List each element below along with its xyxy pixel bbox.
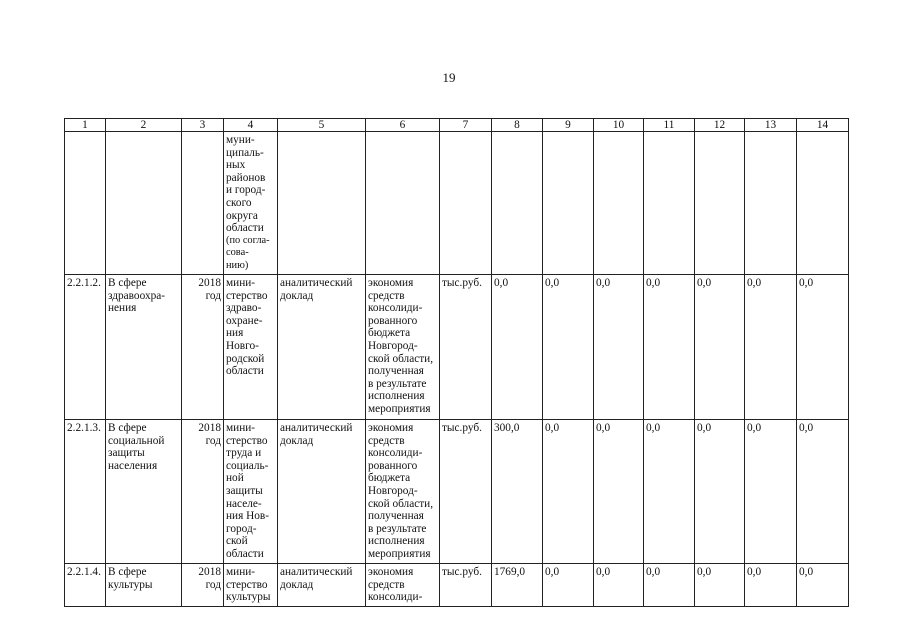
table-cell: 0,0 [797, 564, 849, 607]
column-number-cell: 11 [644, 119, 695, 132]
cell-line: здраво- [226, 302, 262, 315]
cell-line: аналитический [280, 566, 353, 578]
cell-line: доклад [280, 434, 314, 447]
table-cell: тыс.руб. [440, 275, 492, 420]
table-cell: 0,0 [492, 275, 543, 420]
column-number-cell: 14 [797, 119, 849, 132]
cell-line: В сфере [108, 422, 147, 434]
table-cell [224, 275, 278, 420]
table-cell [644, 132, 695, 275]
table-cell: 0,0 [797, 275, 849, 420]
table-cell: 0,0 [644, 564, 695, 607]
table-cell: 0,0 [644, 420, 695, 564]
table-cell: тыс.руб. [440, 420, 492, 564]
table-cell [745, 132, 797, 275]
column-number-cell: 6 [366, 119, 440, 132]
table-cell [106, 132, 182, 275]
table-cell [695, 132, 745, 275]
cell-line: и город- [226, 184, 266, 197]
cell-line: ния Нов- [226, 510, 270, 523]
table-cell [182, 132, 224, 275]
table-cell: 300,0 [492, 420, 543, 564]
table-cell [492, 132, 543, 275]
cell-line: консолиди- [368, 302, 423, 315]
table-cell [224, 420, 278, 564]
cell-line: средств [368, 289, 405, 302]
table-cell [182, 564, 224, 607]
cell-line: аналитический [280, 277, 353, 289]
cell-line: области [226, 365, 264, 378]
cell-line: год [205, 434, 221, 447]
table-row [65, 564, 849, 607]
table-cell [366, 132, 440, 275]
cell-line: населения [108, 459, 158, 472]
cell-line: ской области, [368, 352, 434, 365]
cell-line: стерство [226, 578, 268, 591]
cell-line: районов [226, 171, 266, 184]
cell-line: полученная [368, 510, 424, 523]
table-cell [366, 420, 440, 564]
cell-line: труда и [226, 447, 262, 460]
column-number-cell: 9 [543, 119, 594, 132]
table-cell [182, 275, 224, 420]
cell-line: стерство [226, 289, 268, 302]
column-number-cell: 4 [224, 119, 278, 132]
cell-line: доклад [280, 578, 314, 591]
table-cell [278, 132, 366, 275]
table-row [65, 420, 849, 564]
table-cell: 0,0 [745, 564, 797, 607]
cell-line: ского [226, 196, 252, 209]
column-number-cell: 2 [106, 119, 182, 132]
cell-line: средств [368, 578, 405, 591]
cell-line: области [226, 222, 264, 235]
table-cell: 0,0 [543, 275, 594, 420]
cell-line: стерство [226, 434, 268, 447]
table-cell: 0,0 [695, 420, 745, 564]
table-row [65, 132, 849, 275]
cell-line: город- [226, 522, 257, 535]
table-cell [594, 132, 644, 275]
cell-line: 2018 [198, 422, 221, 434]
cell-line: консолиди- [368, 447, 423, 460]
table-cell [366, 275, 440, 420]
table-cell [797, 132, 849, 275]
column-number-cell: 8 [492, 119, 543, 132]
table-cell [543, 132, 594, 275]
table-cell: 0,0 [745, 420, 797, 564]
table-cell: 0,0 [745, 275, 797, 420]
cell-line: защиты [226, 484, 263, 497]
cell-line: Новгород- [368, 484, 418, 497]
cell-line: В сфере [108, 277, 147, 289]
cell-line: рованного [368, 314, 418, 327]
cell-line: аналитический [280, 422, 353, 434]
table-cell [278, 275, 366, 420]
cell-line: мероприятия [368, 402, 431, 415]
table-cell: 0,0 [797, 420, 849, 564]
table-cell [224, 564, 278, 607]
cell-line: социаль- [226, 459, 269, 472]
cell-line: мини- [226, 566, 256, 578]
cell-line: полученная [368, 365, 424, 378]
cell-line: рованного [368, 459, 418, 472]
table-cell [224, 132, 278, 275]
cell-line: мини- [226, 422, 256, 434]
cell-line: экономия [368, 422, 414, 434]
cell-line: исполнения [368, 535, 425, 548]
cell-line: год [205, 578, 221, 591]
cell-line: экономия [368, 277, 414, 289]
table-cell: тыс.руб. [440, 564, 492, 607]
cell-line: сова- [226, 247, 249, 259]
column-number-row [65, 119, 849, 132]
table-cell [106, 564, 182, 607]
column-number-cell: 13 [745, 119, 797, 132]
cell-line: ципаль- [226, 146, 264, 159]
cell-line: ской [226, 535, 248, 548]
cell-line: защиты [108, 447, 145, 460]
table-cell [65, 132, 106, 275]
table-cell: 0,0 [594, 564, 644, 607]
cell-line: родской [226, 352, 265, 365]
table-cell: 0,0 [644, 275, 695, 420]
cell-line: культуры [226, 591, 271, 604]
table-cell [278, 420, 366, 564]
table-cell [106, 420, 182, 564]
table-cell: 2.2.1.4. [65, 564, 106, 607]
table-cell: 0,0 [543, 420, 594, 564]
table-cell [440, 132, 492, 275]
cell-line: здравоохра- [108, 289, 166, 302]
cell-line: мероприятия [368, 547, 431, 560]
cell-line: ных [226, 159, 246, 172]
table-row [65, 275, 849, 420]
table-cell: 0,0 [594, 420, 644, 564]
table-cell [366, 564, 440, 607]
cell-line: 2018 [198, 277, 221, 289]
cell-line: в результате [368, 522, 427, 535]
cell-line: консолиди- [368, 591, 423, 604]
cell-line: бюджета [368, 327, 411, 340]
table-cell: 0,0 [695, 275, 745, 420]
cell-line: нения [108, 302, 137, 315]
cell-line: Новго- [226, 339, 259, 352]
table-cell [106, 275, 182, 420]
cell-line: бюджета [368, 472, 411, 485]
cell-line: В сфере [108, 566, 147, 578]
cell-line: культуры [108, 578, 153, 591]
cell-line: доклад [280, 289, 314, 302]
cell-line: Новгород- [368, 339, 418, 352]
cell-line: ной [226, 472, 244, 485]
table-cell [182, 420, 224, 564]
cell-line: год [205, 289, 221, 302]
table-cell: 2.2.1.3. [65, 420, 106, 564]
cell-line: экономия [368, 566, 414, 578]
cell-line: социальной [108, 434, 165, 447]
table-cell [278, 564, 366, 607]
cell-line: исполнения [368, 390, 425, 403]
table-cell: 0,0 [594, 275, 644, 420]
column-number-cell: 7 [440, 119, 492, 132]
table-cell: 1769,0 [492, 564, 543, 607]
column-number-cell: 12 [695, 119, 745, 132]
cell-line: мини- [226, 277, 256, 289]
cell-line: муни- [226, 134, 255, 146]
cell-line: ской области, [368, 497, 434, 510]
cell-line: средств [368, 434, 405, 447]
column-number-cell: 10 [594, 119, 644, 132]
column-number-cell: 3 [182, 119, 224, 132]
table-cell: 2.2.1.2. [65, 275, 106, 420]
cell-line: охране- [226, 314, 263, 327]
column-number-cell: 5 [278, 119, 366, 132]
column-number-cell: 1 [65, 119, 106, 132]
table-cell: 0,0 [695, 564, 745, 607]
cell-line: нию) [226, 259, 249, 271]
cell-line: населе- [226, 497, 262, 510]
cell-line: 2018 [198, 566, 221, 578]
cell-line: области [226, 547, 264, 560]
cell-line: ния [226, 327, 244, 340]
table-cell: 0,0 [543, 564, 594, 607]
cell-line: (по согла- [226, 234, 270, 246]
page-number: 19 [442, 70, 456, 85]
cell-line: в результате [368, 377, 427, 390]
cell-line: округа [226, 209, 258, 222]
program-table [64, 118, 849, 607]
